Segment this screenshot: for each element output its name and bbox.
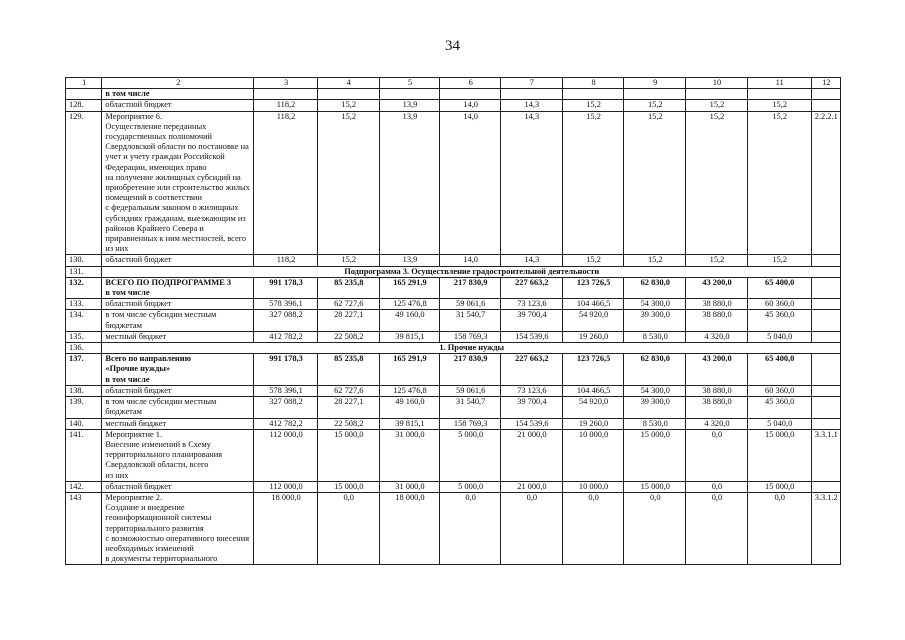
value-cell: 39 300,0 bbox=[624, 310, 686, 331]
header-cell: 11 bbox=[747, 78, 811, 89]
value-cell: 15,2 bbox=[624, 111, 686, 255]
value-cell: 5 000,0 bbox=[440, 481, 501, 492]
target-code bbox=[811, 277, 840, 298]
section-title: 1. Прочие нужды bbox=[102, 343, 841, 354]
value-cell: 112 000,0 bbox=[254, 481, 318, 492]
value-cell: 15,2 bbox=[317, 111, 379, 255]
table-row bbox=[66, 277, 841, 298]
row-number: 140. bbox=[66, 418, 102, 429]
target-code bbox=[811, 299, 840, 310]
value-cell: 15,2 bbox=[747, 111, 811, 255]
row-description: областной бюджет bbox=[102, 299, 254, 310]
row-description: местный бюджет bbox=[102, 418, 254, 429]
row-description: Мероприятие 6. Осуществление переданных государственных полномочий Свердловской области по постановке на учет и учету граждан Российской Федерации, имеющих право на получение жилищных субсидий на приобретение или строительство жилых помещений в соответствии с федеральным законом о жилищных субсидиях гражданам, выезжающим из районов Крайнего Севера и приравненных к ним местностей, всего из них bbox=[102, 111, 254, 255]
value-cell bbox=[686, 89, 748, 100]
row-number: 136. bbox=[66, 343, 102, 354]
value-cell: 0,0 bbox=[624, 492, 686, 564]
value-cell: 15,2 bbox=[317, 100, 379, 111]
row-number: 141. bbox=[66, 429, 102, 481]
value-cell: 4 320,0 bbox=[686, 331, 748, 342]
value-cell: 217 830,9 bbox=[440, 277, 501, 298]
value-cell: 62 727,6 bbox=[317, 385, 379, 396]
value-cell: 85 235,8 bbox=[317, 277, 379, 298]
value-cell: 123 726,5 bbox=[562, 354, 624, 386]
value-cell: 73 123,6 bbox=[501, 385, 563, 396]
value-cell: 28 227,1 bbox=[317, 310, 379, 331]
value-cell: 104 466,5 bbox=[562, 299, 624, 310]
value-cell: 578 396,1 bbox=[254, 385, 318, 396]
value-cell: 62 727,6 bbox=[317, 299, 379, 310]
row-number: 137. bbox=[66, 354, 102, 386]
value-cell: 0,0 bbox=[562, 492, 624, 564]
value-cell: 412 782,2 bbox=[254, 418, 318, 429]
value-cell: 327 088,2 bbox=[254, 397, 318, 418]
table-row bbox=[66, 331, 841, 342]
value-cell: 5 040,0 bbox=[747, 331, 811, 342]
value-cell: 123 726,5 bbox=[562, 277, 624, 298]
value-cell: 158 769,3 bbox=[440, 331, 501, 342]
row-number: 134. bbox=[66, 310, 102, 331]
value-cell: 43 200,0 bbox=[686, 277, 748, 298]
value-cell: 125 476,8 bbox=[379, 385, 440, 396]
value-cell: 4 320,0 bbox=[686, 418, 748, 429]
target-code bbox=[811, 418, 840, 429]
value-cell: 112 000,0 bbox=[254, 429, 318, 481]
value-cell: 31 000,0 bbox=[379, 429, 440, 481]
budget-table bbox=[65, 77, 841, 565]
value-cell: 15,2 bbox=[562, 111, 624, 255]
section-row bbox=[66, 343, 841, 354]
value-cell: 19 260,0 bbox=[562, 331, 624, 342]
value-cell: 15,2 bbox=[686, 100, 748, 111]
value-cell: 165 291,9 bbox=[379, 354, 440, 386]
value-cell: 13,9 bbox=[379, 100, 440, 111]
value-cell: 125 476,8 bbox=[379, 299, 440, 310]
value-cell: 14,0 bbox=[440, 255, 501, 266]
row-description: в том числе bbox=[102, 89, 254, 100]
value-cell: 227 663,2 bbox=[501, 354, 563, 386]
value-cell: 39 300,0 bbox=[624, 397, 686, 418]
value-cell: 15,2 bbox=[747, 255, 811, 266]
value-cell: 15 000,0 bbox=[747, 429, 811, 481]
row-number: 138. bbox=[66, 385, 102, 396]
value-cell: 54 920,0 bbox=[562, 310, 624, 331]
row-number: 139. bbox=[66, 397, 102, 418]
target-code: 3.3.1.2 bbox=[811, 492, 840, 564]
value-cell: 154 539,6 bbox=[501, 331, 563, 342]
value-cell: 31 540,7 bbox=[440, 397, 501, 418]
row-description: в том числе субсидии местным бюджетам bbox=[102, 310, 254, 331]
value-cell: 227 663,2 bbox=[501, 277, 563, 298]
target-code bbox=[811, 100, 840, 111]
value-cell: 412 782,2 bbox=[254, 331, 318, 342]
target-code bbox=[811, 310, 840, 331]
header-cell: 2 bbox=[102, 78, 254, 89]
table-row bbox=[66, 385, 841, 396]
row-number: 129. bbox=[66, 111, 102, 255]
table-row bbox=[66, 299, 841, 310]
table-row bbox=[66, 481, 841, 492]
target-code bbox=[811, 255, 840, 266]
value-cell: 22 508,2 bbox=[317, 331, 379, 342]
value-cell: 14,0 bbox=[440, 100, 501, 111]
table-row bbox=[66, 354, 841, 386]
target-code: 2.2.2.1 bbox=[811, 111, 840, 255]
value-cell: 991 178,3 bbox=[254, 277, 318, 298]
row-number: 131. bbox=[66, 266, 102, 277]
value-cell: 38 880,0 bbox=[686, 299, 748, 310]
row-number bbox=[66, 89, 102, 100]
value-cell: 85 235,8 bbox=[317, 354, 379, 386]
target-code bbox=[811, 331, 840, 342]
target-code bbox=[811, 481, 840, 492]
table-row bbox=[66, 397, 841, 418]
value-cell: 15 000,0 bbox=[747, 481, 811, 492]
header-cell: 5 bbox=[379, 78, 440, 89]
value-cell: 578 396,1 bbox=[254, 299, 318, 310]
value-cell: 31 540,7 bbox=[440, 310, 501, 331]
value-cell: 14,3 bbox=[501, 255, 563, 266]
value-cell: 15,2 bbox=[747, 100, 811, 111]
header-cell: 12 bbox=[811, 78, 840, 89]
row-description: областной бюджет bbox=[102, 255, 254, 266]
value-cell: 0,0 bbox=[686, 429, 748, 481]
value-cell: 15,2 bbox=[686, 255, 748, 266]
page-number: 34 bbox=[445, 38, 460, 54]
value-cell: 19 260,0 bbox=[562, 418, 624, 429]
value-cell: 15,2 bbox=[562, 100, 624, 111]
value-cell bbox=[254, 89, 318, 100]
table-row bbox=[66, 100, 841, 111]
value-cell: 65 400,0 bbox=[747, 354, 811, 386]
target-code bbox=[811, 397, 840, 418]
value-cell: 38 880,0 bbox=[686, 397, 748, 418]
value-cell: 217 830,9 bbox=[440, 354, 501, 386]
row-description: в том числе субсидии местным бюджетам bbox=[102, 397, 254, 418]
value-cell: 104 466,5 bbox=[562, 385, 624, 396]
value-cell: 118,2 bbox=[254, 111, 318, 255]
header-cell: 4 bbox=[317, 78, 379, 89]
value-cell: 15,2 bbox=[317, 255, 379, 266]
value-cell bbox=[501, 89, 563, 100]
value-cell: 49 160,0 bbox=[379, 397, 440, 418]
row-number: 130. bbox=[66, 255, 102, 266]
row-description: Мероприятие 2. Создание и внедрение геоинформационной системы территориального развития с возможностью оперативного внесения необходимых изменений в документы территориального bbox=[102, 492, 254, 564]
value-cell bbox=[562, 89, 624, 100]
value-cell: 0,0 bbox=[501, 492, 563, 564]
header-cell: 7 bbox=[501, 78, 563, 89]
value-cell: 38 880,0 bbox=[686, 385, 748, 396]
value-cell: 5 000,0 bbox=[440, 429, 501, 481]
row-description: Мероприятие 1. Внесение изменений в Схему территориального планирования Свердловской области, всего из них bbox=[102, 429, 254, 481]
value-cell: 14,3 bbox=[501, 111, 563, 255]
value-cell bbox=[440, 89, 501, 100]
value-cell: 0,0 bbox=[686, 481, 748, 492]
header-cell: 9 bbox=[624, 78, 686, 89]
value-cell: 15,2 bbox=[624, 255, 686, 266]
value-cell: 59 061,6 bbox=[440, 385, 501, 396]
value-cell: 22 508,2 bbox=[317, 418, 379, 429]
section-row bbox=[66, 266, 841, 277]
target-code: 3.3.1.1 bbox=[811, 429, 840, 481]
value-cell: 39 700,4 bbox=[501, 310, 563, 331]
target-code bbox=[811, 385, 840, 396]
table-row bbox=[66, 492, 841, 564]
value-cell: 31 000,0 bbox=[379, 481, 440, 492]
row-description: областной бюджет bbox=[102, 100, 254, 111]
value-cell: 165 291,9 bbox=[379, 277, 440, 298]
row-number: 143 bbox=[66, 492, 102, 564]
value-cell: 15 000,0 bbox=[624, 481, 686, 492]
value-cell: 15 000,0 bbox=[317, 481, 379, 492]
value-cell: 54 300,0 bbox=[624, 299, 686, 310]
row-number: 133. bbox=[66, 299, 102, 310]
table-row bbox=[66, 310, 841, 331]
value-cell: 0,0 bbox=[317, 492, 379, 564]
row-description: местный бюджет bbox=[102, 331, 254, 342]
value-cell: 13,9 bbox=[379, 111, 440, 255]
table-row bbox=[66, 418, 841, 429]
value-cell: 15,2 bbox=[686, 111, 748, 255]
value-cell: 60 360,0 bbox=[747, 299, 811, 310]
section-title: Подпрограмма 3. Осуществление градостроительной деятельности bbox=[102, 266, 841, 277]
value-cell: 15,2 bbox=[562, 255, 624, 266]
value-cell: 0,0 bbox=[686, 492, 748, 564]
table-row bbox=[66, 255, 841, 266]
value-cell: 10 000,0 bbox=[562, 429, 624, 481]
value-cell: 15 000,0 bbox=[317, 429, 379, 481]
value-cell: 39 815,1 bbox=[379, 418, 440, 429]
value-cell: 62 830,0 bbox=[624, 354, 686, 386]
row-description: ВСЕГО ПО ПОДПРОГРАММЕ 3 в том числе bbox=[102, 277, 254, 298]
value-cell: 0,0 bbox=[747, 492, 811, 564]
value-cell: 15 000,0 bbox=[624, 429, 686, 481]
row-description: областной бюджет bbox=[102, 385, 254, 396]
value-cell: 49 160,0 bbox=[379, 310, 440, 331]
value-cell: 5 040,0 bbox=[747, 418, 811, 429]
value-cell: 65 400,0 bbox=[747, 277, 811, 298]
value-cell: 14,0 bbox=[440, 111, 501, 255]
header-row bbox=[66, 78, 841, 89]
target-code bbox=[811, 89, 840, 100]
value-cell: 14,3 bbox=[501, 100, 563, 111]
value-cell bbox=[747, 89, 811, 100]
row-description: Всего по направлению «Прочие нужды» в том числе bbox=[102, 354, 254, 386]
table-row bbox=[66, 89, 841, 100]
value-cell bbox=[624, 89, 686, 100]
value-cell: 62 830,0 bbox=[624, 277, 686, 298]
value-cell: 10 000,0 bbox=[562, 481, 624, 492]
value-cell: 15,2 bbox=[624, 100, 686, 111]
table-row bbox=[66, 111, 841, 255]
value-cell: 158 769,3 bbox=[440, 418, 501, 429]
row-number: 132. bbox=[66, 277, 102, 298]
value-cell: 991 178,3 bbox=[254, 354, 318, 386]
value-cell: 73 123,6 bbox=[501, 299, 563, 310]
value-cell: 118,2 bbox=[254, 255, 318, 266]
value-cell: 59 061,6 bbox=[440, 299, 501, 310]
value-cell bbox=[317, 89, 379, 100]
target-code bbox=[811, 354, 840, 386]
value-cell: 8 530,0 bbox=[624, 418, 686, 429]
value-cell: 54 920,0 bbox=[562, 397, 624, 418]
header-cell: 8 bbox=[562, 78, 624, 89]
value-cell: 0,0 bbox=[440, 492, 501, 564]
value-cell: 118,2 bbox=[254, 100, 318, 111]
value-cell: 13,9 bbox=[379, 255, 440, 266]
value-cell: 18 000,0 bbox=[379, 492, 440, 564]
row-number: 135. bbox=[66, 331, 102, 342]
value-cell: 39 815,1 bbox=[379, 331, 440, 342]
value-cell: 21 000,0 bbox=[501, 429, 563, 481]
value-cell: 21 000,0 bbox=[501, 481, 563, 492]
value-cell: 39 700,4 bbox=[501, 397, 563, 418]
value-cell: 18 000,0 bbox=[254, 492, 318, 564]
value-cell bbox=[379, 89, 440, 100]
value-cell: 54 300,0 bbox=[624, 385, 686, 396]
row-number: 128. bbox=[66, 100, 102, 111]
header-cell: 6 bbox=[440, 78, 501, 89]
header-cell: 10 bbox=[686, 78, 748, 89]
value-cell: 28 227,1 bbox=[317, 397, 379, 418]
value-cell: 38 880,0 bbox=[686, 310, 748, 331]
header-cell: 1 bbox=[66, 78, 102, 89]
value-cell: 45 360,0 bbox=[747, 397, 811, 418]
value-cell: 327 088,2 bbox=[254, 310, 318, 331]
value-cell: 154 539,6 bbox=[501, 418, 563, 429]
header-cell: 3 bbox=[254, 78, 318, 89]
row-number: 142. bbox=[66, 481, 102, 492]
value-cell: 8 530,0 bbox=[624, 331, 686, 342]
row-description: областной бюджет bbox=[102, 481, 254, 492]
value-cell: 45 360,0 bbox=[747, 310, 811, 331]
table-row bbox=[66, 429, 841, 481]
value-cell: 43 200,0 bbox=[686, 354, 748, 386]
value-cell: 60 360,0 bbox=[747, 385, 811, 396]
